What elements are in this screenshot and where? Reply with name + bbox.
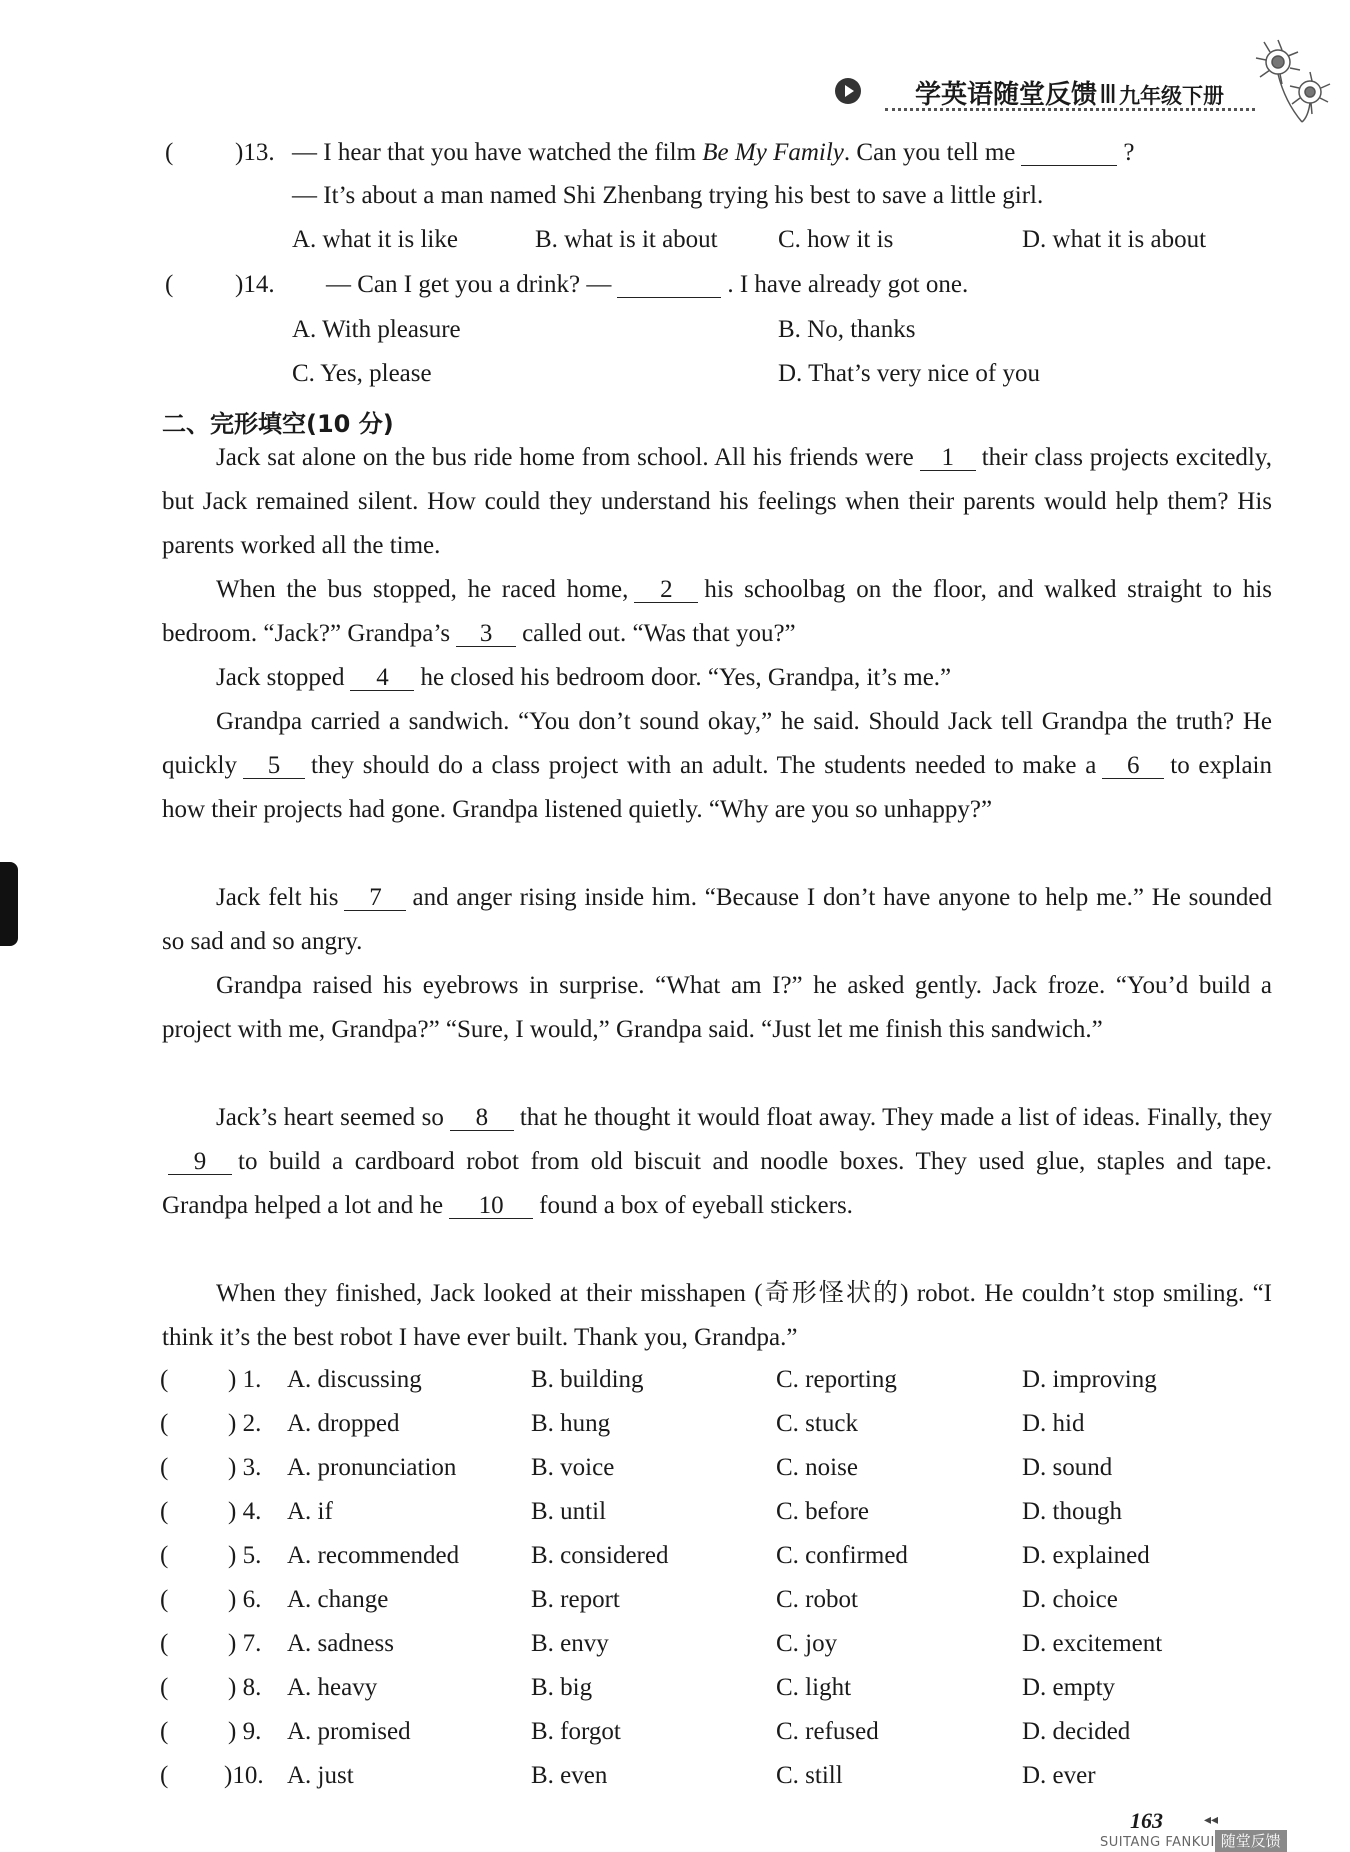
- cloze-blank-4[interactable]: 4: [350, 665, 414, 691]
- cloze-blank-5[interactable]: 5: [243, 753, 305, 779]
- option-a[interactable]: A. promised: [287, 1718, 411, 1745]
- page-number: 163: [1130, 1808, 1163, 1833]
- question-paren: (: [160, 1718, 169, 1745]
- question-number: )10.: [224, 1762, 264, 1789]
- passage-paragraph-3: Jack stopped 4 he closed his bedroom door. “Yes, Grandpa, it’s me.”: [216, 664, 952, 691]
- option-b[interactable]: B. envy: [531, 1630, 609, 1657]
- option-b[interactable]: B. until: [531, 1498, 607, 1525]
- option-a[interactable]: A. recommended: [287, 1542, 460, 1569]
- cloze-blank-10[interactable]: 10: [449, 1193, 533, 1219]
- question-paren: (: [160, 1630, 169, 1657]
- q13-stem: — I hear that you have watched the film Be My Family. Can you tell me ?: [292, 139, 1135, 166]
- question-number: ) 2.: [228, 1410, 262, 1437]
- option-c[interactable]: C. confirmed: [776, 1542, 908, 1569]
- passage-paragraph-1: Jack sat alone on the bus ride home from school. All his friends were 1 their class projects excitedly, but Jack remained silent. How could they understand his feelings when their parents would help them? His parents worked all the time.: [162, 444, 1272, 559]
- passage-paragraph-2: When the bus stopped, he raced home, 2 his schoolbag on the floor, and walked straight to his bedroom. “Jack?” Grandpa’s 3 called out. “Was that you?”: [162, 576, 1272, 647]
- option-a[interactable]: A. heavy: [287, 1674, 378, 1701]
- sunflower-decoration-icon: [1240, 22, 1340, 132]
- q13-option-c[interactable]: C. how it is: [778, 226, 894, 253]
- page-arrows-icon: ◂◂: [1204, 1812, 1219, 1828]
- option-c[interactable]: C. still: [776, 1762, 843, 1789]
- scan-mark: [0, 862, 18, 946]
- q13-option-a[interactable]: A. what it is like: [292, 226, 458, 253]
- q13-option-b[interactable]: B. what is it about: [535, 226, 718, 253]
- option-c[interactable]: C. refused: [776, 1718, 879, 1745]
- question-number: ) 7.: [228, 1630, 262, 1657]
- header-title: 学英语随堂反馈Ⅲ九年级下册: [915, 80, 1224, 110]
- cloze-blank-7[interactable]: 7: [344, 885, 406, 911]
- question-paren: (: [160, 1410, 169, 1437]
- question-number: ) 5.: [228, 1542, 262, 1569]
- option-a[interactable]: A. if: [287, 1498, 333, 1525]
- question-number: ) 4.: [228, 1498, 262, 1525]
- passage-paragraph-6: Grandpa raised his eyebrows in surprise. “What am I?” he asked gently. Jack froze. “You’d build a project with me, Grandpa?” “Sure, I would,” Grandpa said. “Just let me finish this sandwich.”: [162, 972, 1272, 1043]
- question-number: ) 9.: [228, 1718, 262, 1745]
- option-a[interactable]: A. dropped: [287, 1410, 400, 1437]
- option-c[interactable]: C. light: [776, 1674, 852, 1701]
- q14-option-c[interactable]: C. Yes, please: [292, 360, 432, 387]
- question-number: ) 8.: [228, 1674, 262, 1701]
- question-paren: (: [160, 1498, 169, 1525]
- option-a[interactable]: A. pronunciation: [287, 1454, 457, 1481]
- q13-number: )13.: [235, 139, 275, 166]
- option-b[interactable]: B. even: [531, 1762, 608, 1789]
- q14-number: )14.: [235, 271, 275, 298]
- question-paren: (: [160, 1762, 169, 1789]
- option-b[interactable]: B. building: [531, 1366, 644, 1393]
- option-d[interactable]: D. explained: [1022, 1542, 1150, 1569]
- question-number: ) 1.: [228, 1366, 262, 1393]
- option-b[interactable]: B. forgot: [531, 1718, 621, 1745]
- option-b[interactable]: B. hung: [531, 1410, 611, 1437]
- header-dotted-rule: [885, 108, 1255, 111]
- cloze-blank-3[interactable]: 3: [456, 621, 516, 647]
- option-d[interactable]: D. choice: [1022, 1586, 1118, 1613]
- question-paren: (: [160, 1674, 169, 1701]
- question-paren: (: [160, 1542, 169, 1569]
- passage-paragraph-7: Jack’s heart seemed so 8 that he thought it would float away. They made a list of ideas. Finally, they9 to build a cardboard robot from old biscuit and noodle boxes. They used glue, staples and tape. Grandpa helped a lot and he 10 found a box of eyeball stickers.: [162, 1104, 1272, 1219]
- option-a[interactable]: A. just: [287, 1762, 354, 1789]
- option-b[interactable]: B. big: [531, 1674, 593, 1701]
- option-c[interactable]: C. robot: [776, 1586, 858, 1613]
- q14-stem: — Can I get you a drink? — . I have already got one.: [326, 271, 969, 298]
- option-a[interactable]: A. sadness: [287, 1630, 394, 1657]
- q14-paren: (: [165, 271, 174, 298]
- option-b[interactable]: B. voice: [531, 1454, 615, 1481]
- q13-paren: (: [165, 139, 174, 166]
- q14-option-b[interactable]: B. No, thanks: [778, 316, 916, 343]
- option-c[interactable]: C. noise: [776, 1454, 858, 1481]
- cloze-blank-9[interactable]: 9: [168, 1149, 232, 1175]
- question-paren: (: [160, 1366, 169, 1393]
- option-d[interactable]: D. excitement: [1022, 1630, 1163, 1657]
- option-d[interactable]: D. though: [1022, 1498, 1122, 1525]
- option-c[interactable]: C. joy: [776, 1630, 838, 1657]
- passage-paragraph-5: Jack felt his 7 and anger rising inside him. “Because I don’t have anyone to help me.” He sounded so sad and so angry.: [162, 884, 1272, 955]
- option-d[interactable]: D. hid: [1022, 1410, 1085, 1437]
- section-title-cloze: 二、完形填空(10 分): [162, 410, 394, 438]
- option-b[interactable]: B. considered: [531, 1542, 669, 1569]
- option-d[interactable]: D. sound: [1022, 1454, 1113, 1481]
- question-number: ) 3.: [228, 1454, 262, 1481]
- question-paren: (: [160, 1586, 169, 1613]
- option-b[interactable]: B. report: [531, 1586, 620, 1613]
- cloze-blank-1[interactable]: 1: [920, 445, 976, 471]
- cloze-blank-6[interactable]: 6: [1102, 753, 1164, 779]
- cloze-blank-2[interactable]: 2: [634, 577, 698, 603]
- option-c[interactable]: C. reporting: [776, 1366, 897, 1393]
- option-c[interactable]: C. stuck: [776, 1410, 858, 1437]
- option-d[interactable]: D. improving: [1022, 1366, 1157, 1393]
- option-d[interactable]: D. decided: [1022, 1718, 1131, 1745]
- q13-answer-blank[interactable]: [1021, 140, 1117, 166]
- q14-option-a[interactable]: A. With pleasure: [292, 316, 461, 343]
- footer-brand: SUITANG FANKUI 随堂反馈: [1100, 1830, 1287, 1851]
- q13-line2: — It’s about a man named Shi Zhenbang trying his best to save a little girl.: [292, 182, 1044, 209]
- option-a[interactable]: A. change: [287, 1586, 389, 1613]
- passage-paragraph-4: Grandpa carried a sandwich. “You don’t sound okay,” he said. Should Jack tell Grandpa the truth? He quickly 5 they should do a class project with an adult. The students needed to make a 6 to explain how their projects had gone. Grandpa listened quietly. “Why are you so unhappy?”: [162, 708, 1272, 823]
- header-play-icon: [835, 78, 861, 104]
- option-d[interactable]: D. ever: [1022, 1762, 1096, 1789]
- q14-answer-blank[interactable]: [617, 272, 721, 298]
- question-number: ) 6.: [228, 1586, 262, 1613]
- question-paren: (: [160, 1454, 169, 1481]
- q14-option-d[interactable]: D. That’s very nice of you: [778, 360, 1040, 387]
- passage-paragraph-8: When they finished, Jack looked at their misshapen (奇形怪状的) robot. He couldn’t stop smiling. “I think it’s the best robot I have ever built. Thank you, Grandpa.”: [162, 1280, 1272, 1351]
- option-d[interactable]: D. empty: [1022, 1674, 1116, 1701]
- cloze-blank-8[interactable]: 8: [450, 1105, 514, 1131]
- q13-option-d[interactable]: D. what it is about: [1022, 226, 1207, 253]
- option-a[interactable]: A. discussing: [287, 1366, 422, 1393]
- option-c[interactable]: C. before: [776, 1498, 870, 1525]
